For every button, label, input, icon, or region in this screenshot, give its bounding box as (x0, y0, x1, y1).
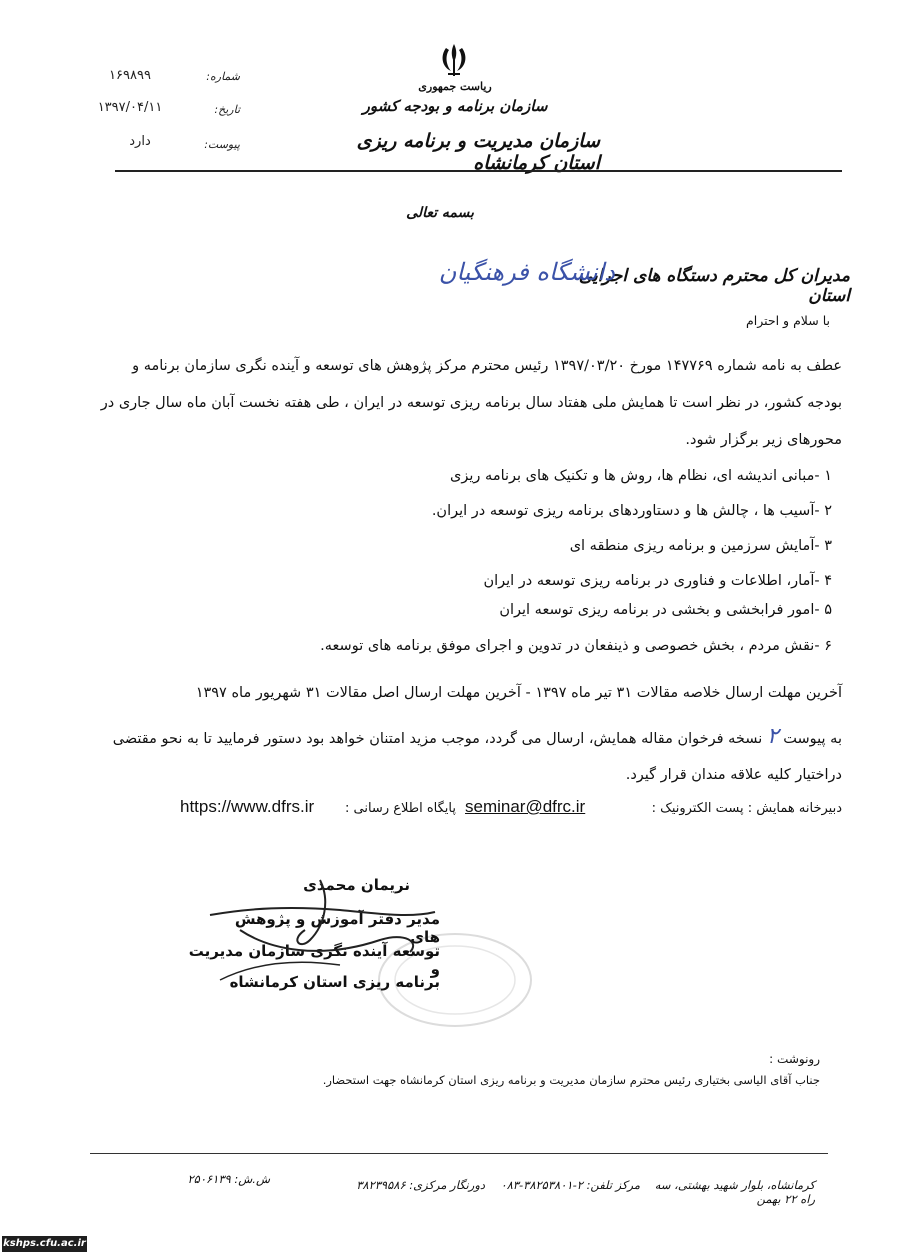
header-divider (115, 170, 842, 172)
date-value: ۱۳۹۷/۰۴/۱۱ (97, 100, 163, 115)
attachment-label: پیوست: (204, 138, 240, 151)
paragraph-2-line-3: دراختیار کلیه علاقه مندان قرار گیرد. (625, 767, 842, 783)
secretariat-line (100, 795, 842, 825)
paragraph-1-line-2: بودجه کشور، در نظر است تا همایش ملی هفتاد سال برنامه ریزی توسعه در ایران ، طی هفته نخست آبان ماه سال جاری در (100, 395, 842, 411)
fax-value: ۳۸۲۳۹۵۸۶ (356, 1178, 406, 1192)
footer-phone (490, 1178, 640, 1192)
source-badge: kshps.cfu.ac.ir (2, 1236, 87, 1252)
attachment-text: به پیوست (783, 731, 842, 747)
attachment-text-cont: نسخه فرخوان مقاله همایش، ارسال می گردد، موجب مزید امتنان خواهد بود دستور فرمایید تا به نحو مقتضی (112, 731, 763, 747)
postal-label: ش.ش: (234, 1172, 270, 1186)
signatory-title-1: مدیر دفتر آموزش و پژوهش های (234, 910, 440, 946)
footer-divider (90, 1153, 828, 1154)
org-name-national: سازمان برنامه و بودجه کشور (362, 97, 548, 115)
deadline-line: آخرین مهلت ارسال خلاصه مقالات ۳۱ تیر ماه ۱۳۹۷ - آخرین مهلت ارسال اصل مقالات ۳۱ شهریور ماه ۱۳۹۷ (195, 685, 842, 701)
cc-label: رونوشت : (769, 1052, 820, 1066)
handwritten-signature-icon (180, 870, 450, 995)
email-link[interactable]: seminar@dfrc.ir (465, 797, 586, 816)
phone-label: مرکز تلفن: (586, 1178, 640, 1192)
org-name-provincial: سازمان مدیریت و برنامه ریزی استان کرمانشاه (356, 130, 600, 174)
footer-postal (160, 1172, 270, 1186)
iran-emblem-icon (437, 40, 471, 80)
footer-fax (350, 1178, 485, 1192)
postal-value: ۲۵۰۶۱۳۹ (187, 1172, 231, 1186)
paragraph-1-line-3: محورهای زیر برگزار شود. (685, 432, 842, 448)
website-link[interactable]: https://www.dfrs.ir (180, 797, 315, 816)
signatory-title-2: توسعه آینده نگری سازمان مدیریت و (188, 942, 440, 978)
signatory-name: نریمان محمدی (303, 876, 410, 894)
signatory-title-3: برنامه ریزی استان کرمانشاه (229, 973, 440, 991)
topic-item-2: ۲ -آسیب ها ، چالش ها و دستاوردهای برنامه ریزی توسعه در ایران. (431, 503, 832, 519)
topic-item-3: ۳ -آمایش سرزمین و برنامه ریزی منطقه ای (569, 538, 832, 554)
greeting: با سلام و احترام (746, 313, 830, 328)
handwritten-recipient: دانشگاه فرهنگیان (438, 258, 615, 286)
attachment-value: دارد (129, 134, 151, 149)
footer-address: کرمانشاه، بلوار شهید بهشتی، سه راه ۲۲ بهمن (654, 1178, 815, 1206)
number-value: ۱۶۹۸۹۹ (109, 68, 151, 83)
topic-item-5: ۵ -امور فرابخشی و بخشی در برنامه ریزی توسعه ایران (499, 602, 832, 618)
portal-label: پایگاه اطلاع رسانی : (345, 801, 456, 816)
paragraph-1-line-1: عطف به نامه شماره ۱۴۷۷۶۹ مورخ ۱۳۹۷/۰۳/۲۰ رئیس محترم مرکز پژوهش های توسعه و آینده نگری سازمان برنامه و (132, 358, 842, 374)
topic-item-1: ۱ -مبانی اندیشه ای، نظام ها، روش ها و تکنیک های برنامه ریزی (450, 468, 832, 484)
fax-label: دورنگار مرکزی: (409, 1178, 485, 1192)
bismillah-heading: بسمه تعالی (406, 205, 474, 221)
topic-item-6: ۶ -نقش مردم ، بخش خصوصی و ذینفعان در تدوین و اجرای موفق برنامه های توسعه. (320, 638, 832, 654)
phone-value: ۲-۳۸۲۵۳۸۰۱-۰۸۳ (500, 1178, 583, 1192)
number-label: شماره: (206, 70, 240, 83)
email-label: دبیرخانه همایش : پست الکترونیک : (651, 801, 842, 816)
recipient-line: مدیران کل محترم دستگاه های اجرایی استان (578, 266, 850, 306)
date-label: تاریخ: (214, 103, 240, 116)
topic-item-4: ۴ -آمار، اطلاعات و فناوری در برنامه ریزی توسعه در ایران (483, 573, 832, 589)
presidency-label: ریاست جمهوری (418, 80, 492, 93)
cc-line: جناب آقای الیاسی بختیاری رئیس محترم سازمان مدیریت و برنامه ریزی استان کرمانشاه جهت استحضار. (322, 1073, 820, 1087)
paragraph-2-line-2 (90, 718, 842, 758)
handwritten-count: ۲ (766, 724, 779, 749)
